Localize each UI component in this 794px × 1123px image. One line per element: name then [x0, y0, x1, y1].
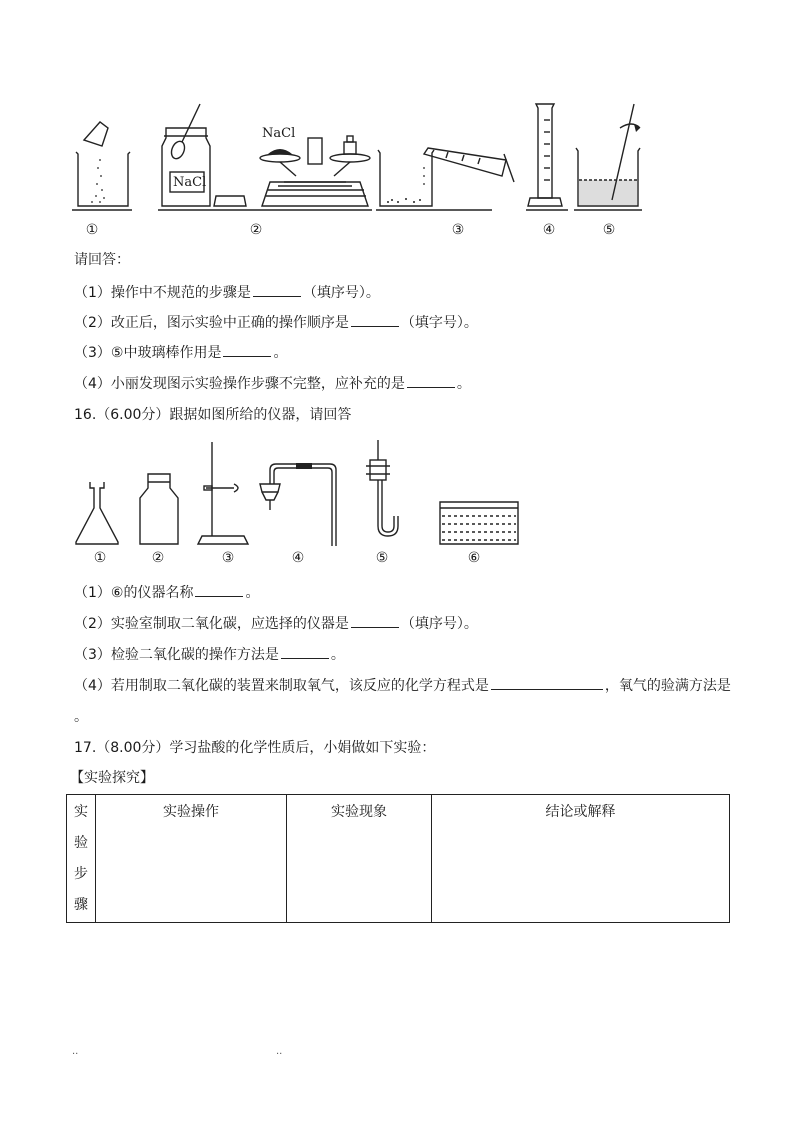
nacl-balance-label: NaCl	[262, 126, 296, 141]
fig2-label-4: ④	[291, 550, 305, 566]
footer-mark: ..	[72, 1046, 79, 1057]
q16-item-1: （1）⑥的仪器名称 。	[74, 585, 260, 601]
table-side-header: 实 验 步 骤	[67, 795, 96, 923]
q15-item-1: （1）操作中不规范的步骤是 （填序号）。	[74, 285, 380, 301]
table-header-conclusion: 结论或解释	[432, 795, 730, 923]
fig1-label-3: ③	[451, 222, 465, 238]
q16-title: 16.（6.00分）跟据如图所给的仪器，请回答	[74, 407, 352, 423]
fig2-label-1: ①	[93, 550, 107, 566]
fig1-label-1: ①	[85, 222, 99, 238]
answer-blank[interactable]	[351, 314, 399, 327]
footer-mark: ..	[276, 1046, 283, 1057]
q15-prompt: 请回答：	[74, 252, 130, 268]
answer-blank[interactable]	[281, 646, 329, 659]
fig1-label-4: ④	[542, 222, 556, 238]
q17-title: 17.（8.00分）学习盐酸的化学性质后，小娟做如下实验：	[74, 740, 436, 756]
q16-item-2: （2）实验室制取二氧化碳，应选择的仪器是 （填序号）。	[74, 616, 478, 632]
fig2-label-3: ③	[221, 550, 235, 566]
answer-blank[interactable]	[491, 677, 603, 690]
q16-item-4: （4）若用制取二氧化碳的装置来制取氧气，该反应的化学方程式是 ，氧气的验满方法是	[74, 678, 731, 694]
apparatus-drawing-2	[0, 430, 794, 570]
answer-blank[interactable]	[253, 284, 301, 297]
table-header-phenomenon: 实验现象	[287, 795, 432, 923]
q15-item-4: （4）小丽发现图示实验操作步骤不完整，应补充的是 。	[74, 376, 471, 392]
q16-item-3: （3）检验二氧化碳的操作方法是 。	[74, 647, 345, 663]
experiment-table	[66, 794, 730, 923]
fig2-label-5: ⑤	[375, 550, 389, 566]
answer-blank[interactable]	[407, 375, 455, 388]
q15-item-3: （3）⑤中玻璃棒作用是 。	[74, 345, 288, 361]
fig1-label-5: ⑤	[602, 222, 616, 238]
q17-section: 【实验探究】	[70, 770, 154, 786]
apparatus-drawing-1	[0, 0, 794, 240]
fig1-label-2: ②	[249, 222, 263, 238]
fig2-label-6: ⑥	[467, 550, 481, 566]
answer-blank[interactable]	[223, 344, 271, 357]
table-header-operation: 实验操作	[96, 795, 287, 923]
q16-item-4-end: 。	[74, 709, 88, 725]
q15-item-2: （2）改正后，图示实验中正确的操作顺序是 （填字号）。	[74, 315, 478, 331]
nacl-bottle-label: NaCl	[173, 175, 207, 190]
answer-blank[interactable]	[351, 615, 399, 628]
answer-blank[interactable]	[195, 584, 243, 597]
fig2-label-2: ②	[151, 550, 165, 566]
